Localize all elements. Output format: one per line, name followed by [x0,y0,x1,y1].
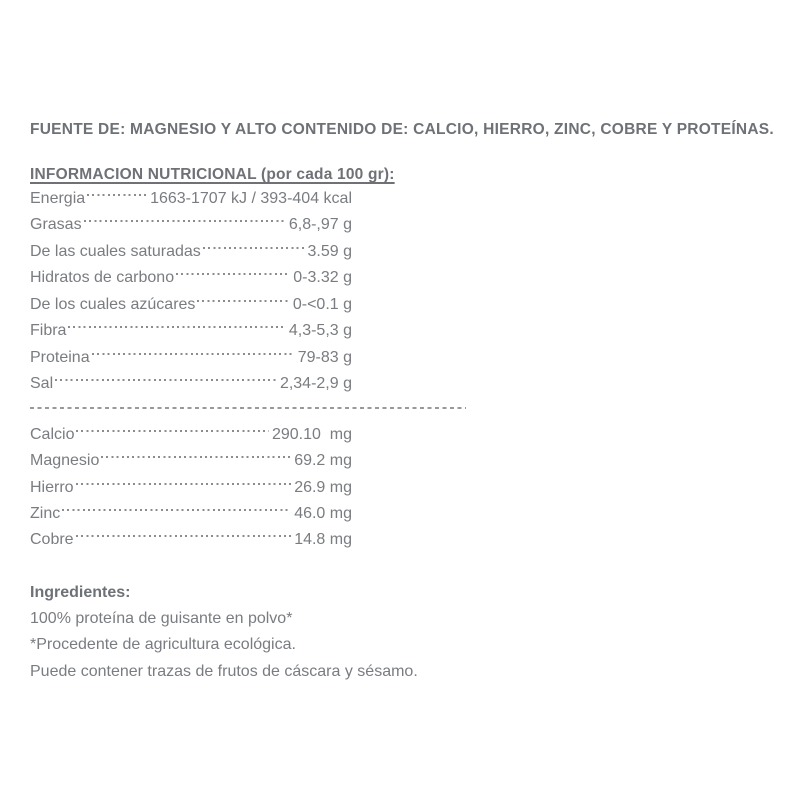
nutrition-row-carbohydrates [30,265,352,291]
nutrition-row-fat [30,212,352,238]
nutrient-value: 4,3-5,3 g [288,322,352,340]
nutrition-row-zinc [30,501,352,527]
nutrition-row-calcium [30,422,352,448]
minerals-table [30,422,352,554]
ingredients-line: 100% proteína de guisante en polvo* [30,609,293,627]
ingredients-line: *Procedente de agricultura ecológica. [30,636,296,654]
nutrient-value: 0-3.32 g [293,269,352,287]
nutrient-value: 79-83 g [297,348,352,366]
macronutrient-table [30,186,352,398]
nutrient-value: 0-<0.1 g [292,295,352,313]
ingredients-section [30,583,776,686]
nutrition-row-fiber [30,318,352,344]
dashed-divider [30,407,466,409]
nutrition-row-protein [30,345,352,371]
nutrient-label: De los cuales azúcares [30,295,196,313]
nutrition-row-iron [30,475,352,501]
nutrient-label: Energia [30,190,86,207]
nutrient-label: Zinc [30,504,61,522]
nutrient-value: 2,34-2,9 g [279,375,352,393]
nutrient-label: Fibra [30,322,67,340]
nutrient-value: 3.59 g [307,242,352,260]
nutrition-row-sugars [30,292,352,318]
ingredients-lines [30,606,776,686]
nutrient-value: 26.9 mg [294,478,352,496]
nutrient-value: 14.8 mg [294,531,352,549]
nutrient-label: Sal [30,375,54,393]
nutrition-row-magnesium [30,448,352,474]
nutrition-row-energy [30,186,352,212]
nutrient-label: Proteina [30,348,90,366]
nutrition-info-title: INFORMACION NUTRICIONAL (por cada 100 gr): [30,166,395,183]
nutrient-value: 46.0 mg [294,504,352,522]
nutrient-label: Magnesio [30,452,100,470]
nutrient-value: 69.2 mg [294,452,352,470]
ingredients-line: Puede contener trazas de frutos de cáscara y sésamo. [30,662,418,680]
nutrient-label: De las cuales saturadas [30,242,201,260]
nutrient-value: 290.10 mg [271,425,352,443]
nutrient-claims-line: FUENTE DE: MAGNESIO Y ALTO CONTENIDO DE: CALCIO, HIERRO, ZINC, COBRE Y PROTEÍNAS. [30,121,774,138]
nutrition-row-saturated-fat [30,239,352,265]
nutrient-label: Hidratos de carbono [30,269,175,287]
nutrient-label: Calcio [30,425,75,443]
nutrient-label: Hierro [30,478,74,496]
nutrition-row-salt [30,371,352,397]
nutrient-value: 1663-1707 kJ / 393-404 kcal [150,190,352,207]
nutrient-value: 6,8-,97 g [288,216,352,234]
nutrient-label: Grasas [30,216,82,234]
nutrition-row-copper [30,527,352,553]
ingredients-title: Ingredientes: [30,583,131,601]
nutrient-label: Cobre [30,531,74,549]
